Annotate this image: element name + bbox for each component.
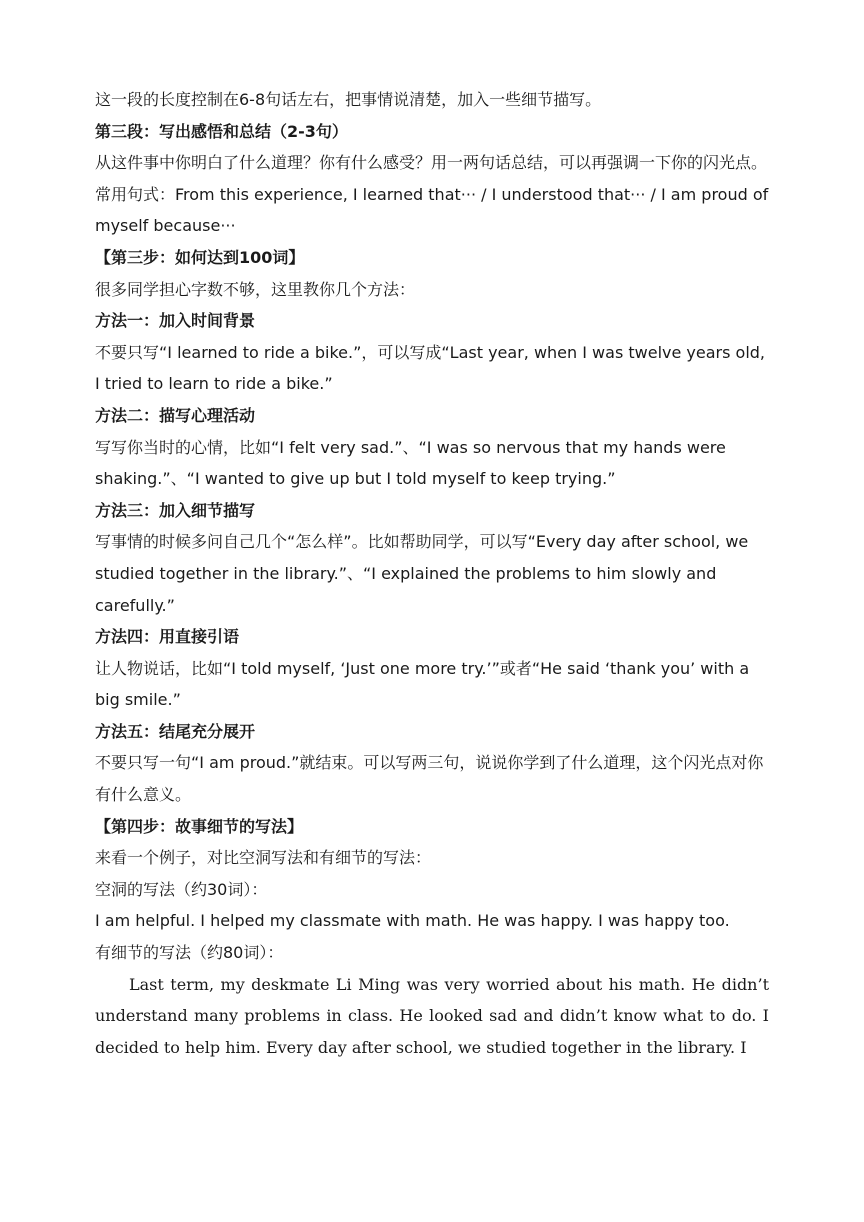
step-four-heading: 【第四步：故事细节的写法】 [95,816,304,836]
step-three-intro: 很多同学担心字数不够，这里教你几个方法： [95,279,416,299]
method-two-title: 方法二：描写心理活动 [95,405,256,425]
empty-writing-example: I am helpful. I helped my classmate with math. He was happy. I was happy too. [95,911,730,931]
method-four-text: 让人物说话，比如“I told myself, ‘Just one more try.’”或者“He said ‘thank you’ with a big smile.” [95,658,750,710]
paragraph-common-sentences: 常用句式：From this experience, I learned that··· / I understood that··· / I am proud of myself because··· [95,184,769,236]
step-four-intro: 来看一个例子，对比空洞写法和有细节的写法： [95,848,432,868]
paragraph-length-note: 这一段的长度控制在6-8句话左右，把事情说清楚，加入一些细节描写。 [95,90,602,109]
method-four-title: 方法四：用直接引语 [95,627,240,647]
method-three-title: 方法三：加入细节描写 [95,500,256,520]
method-five-title: 方法五：结尾充分展开 [95,721,256,741]
method-five-text: 不要只写一句“I am proud.”就结束。可以写两三句，说说你学到了什么道理，这个闪光点对你有什么意义。 [95,753,764,805]
empty-writing-label: 空洞的写法（约30词）： [95,879,268,899]
method-three-text: 写事情的时候多问自己几个“怎么样”。比如帮助同学，可以写“Every day after school, we studied together in the library.”、“I explained the problems to him slowly and carefully.” [95,532,749,615]
method-one-text: 不要只写“I learned to ride a bike.”，可以写成“Last year, when I was twelve years old, I tried to learn to ride a bike.” [95,342,766,394]
section-heading-third-paragraph: 第三段：写出感悟和总结（2-3句） [95,121,348,141]
detailed-writing-label: 有细节的写法（约80词）： [95,943,284,963]
paragraph-summary-guidance: 从这件事中你明白了什么道理？你有什么感受？用一两句话总结，可以再强调一下你的闪光点。 [95,153,768,173]
method-one-title: 方法一：加入时间背景 [95,311,256,331]
detailed-writing-example: Last term, my deskmate Li Ming was very worried about his math. He didn’t understand many problems in class. He looked sad and didn’t know what to do. I decided to help him. Every day after school, we studied together in the library. I [95,974,769,1057]
method-two-text: 写写你当时的心情，比如“I felt very sad.”、“I was so nervous that my hands were shaking.”、“I wanted to give up but I told myself to keep trying.” [95,437,726,489]
step-three-heading: 【第三步：如何达到100词】 [95,247,305,267]
